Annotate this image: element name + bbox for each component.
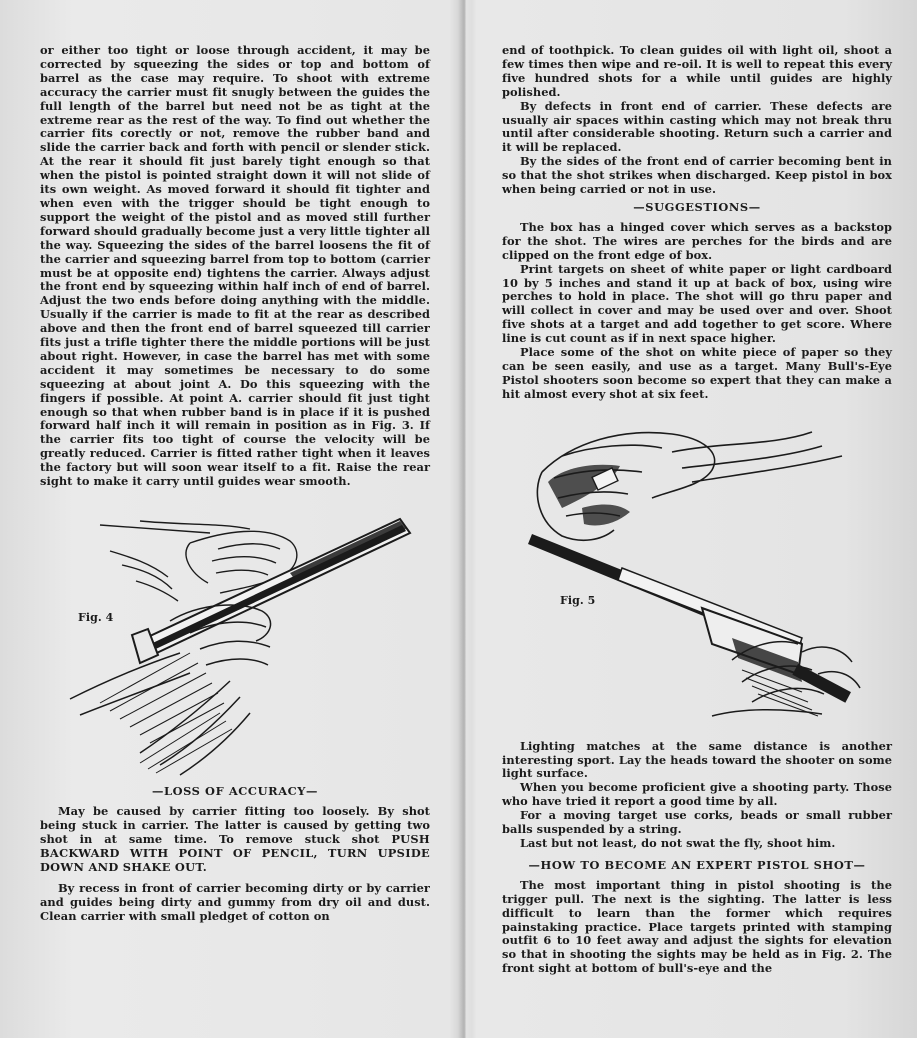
left-column: [40, 44, 430, 924]
figure-5-label: Fig. 5: [560, 593, 596, 607]
left-paragraph-2-caps: PUSH BACKWARD WITH POINT OF PENCIL, TURN UPSIDE DOWN AND SHAKE OUT.: [40, 831, 430, 874]
right-column: [502, 44, 892, 976]
figure-5-illustration: [502, 412, 892, 734]
right-paragraph-11: The most important thing in pistol shooting is the trigger pull. The next is the sighting. The latter is less difficult to learn than the former which requires painstaking practice. Place targets printed with stamping outfit 6 to 10 feet away and adjust the sights for elevation so that in shooting the sights may be held as in Fig. 2. The front sight at bottom of bull's-eye and the: [502, 877, 892, 976]
left-paragraph-3: By recess in front of carrier becoming dirty or by carrier and guides being dirty and gummy from dry oil and dust. Clean carrier with small pledget of cotton on: [40, 881, 430, 924]
heading-expert-pistol-shot: —HOW TO BECOME AN EXPERT PISTOL SHOT—: [528, 857, 866, 872]
right-paragraph-1: end of toothpick. To clean guides oil with light oil, shoot a few times then wipe and re-oil. It is well to repeat this every five hundred shots for a while until guides are highly polished.: [502, 43, 892, 99]
page-fold: [458, 0, 472, 1038]
right-paragraph-7: Lighting matches at the same distance is another interesting sport. Lay the heads toward the shooter on some light surface.: [502, 738, 892, 781]
left-paragraph-1: or either too tight or loose through accident, it may be corrected by squeezing the sides or top and bottom of barrel as the case may require. To shoot with extreme accuracy the carrier must fit snugly between the guides the full length of the barrel but need not be as tight at the extreme rear as the rest of the way. To find out whether the carrier fits corectly or not, remove the rubber band and slide the carrier back and forth with pencil or slender stick. At the rear it should fit just barely tight enough so that when the pistol is pointed straight down it will not slide of its own weight. As moved forward it should fit tighter and when even with the trigger should be tight enough to support the weight of the pistol and as moved still further forward should gradually become just a very little tighter all the way. Squeezing the sides of the barrel loosens the fit of the carrier and squeezing barrel from top to bottom (carrier must be at opposite end) tightens the carrier. Always adjust the front end by squeezing within half inch of end of barrel. Adjust the two ends before doing anything with the middle. Usually if the carrier is made to fit at the rear as described above and then the front end of barrel squeezed till carrier fits just a trifle tighter there the middle portions will be just about right. However, in case the barrel has met with some accident it may sometimes be necessary to do some squeezing at about joint A. Do this squeezing with the fingers if possible. At point A. carrier should fit just tight enough so that when rubber band is in place if it is pushed forward half inch it will remain in position as in Fig. 3. If the carrier fits too tight of course the velocity will be greatly reduced. Carrier is fitted rather tight when it leaves the factory but will soon wear itself to a fit. Raise the rear sight to make it carry until guides wear smooth.: [40, 43, 430, 489]
right-paragraph-2: By defects in front end of carrier. These defects are usually air spaces within casting which may not break thru until after considerable shooting. Return such a carrier and it will be replaced.: [502, 98, 892, 155]
figure-5: [502, 412, 892, 734]
figure-4-label: Fig. 4: [78, 611, 114, 624]
right-paragraph-10: Last but not least, do not swat the fly, shoot him.: [520, 836, 836, 850]
right-paragraph-4: The box has a hinged cover which serves as a backstop for the shot. The wires are perches for the birds and are clipped on the front edge of box.: [502, 219, 892, 262]
right-paragraph-8: When you become proficient give a shooting party. Those who have tried it report a good time by all.: [502, 780, 892, 809]
left-paragraph-2: [40, 805, 430, 875]
right-paragraph-3: By the sides of the front end of carrier becoming bent in so that the shot strikes when discharged. Keep pistol in box when being carried or not in use.: [502, 154, 892, 197]
left-paragraph-2-text: May be caused by carrier fitting too loosely. By shot being stuck in carrier. The latter is caused by getting two shot in at same time. To remove stuck shot: [40, 803, 430, 846]
heading-loss-of-accuracy: —LOSS OF ACCURACY—: [151, 784, 319, 798]
right-paragraph-5: Print targets on sheet of white paper or light cardboard 10 by 5 inches and stand it up at back of box, using wire perches to hold in place. The shot will go thru paper and will collect in cover and may be used over and over. Shoot five shots at a target and add together to get score. Where line is cut count as if in next space higher.: [502, 261, 892, 346]
figure-4-illustration: [40, 503, 430, 781]
right-paragraph-9: For a moving target use corks, beads or small rubber balls suspended by a string.: [502, 808, 892, 837]
right-paragraph-6: Place some of the shot on white piece of paper so they can be seen easily, and use as a target. Many Bull's-Eye Pistol shooters soon become so expert that they can make a hit almost every shot at six feet.: [502, 345, 892, 401]
figure-4: [40, 503, 430, 781]
heading-suggestions: —SUGGESTIONS—: [633, 199, 761, 214]
